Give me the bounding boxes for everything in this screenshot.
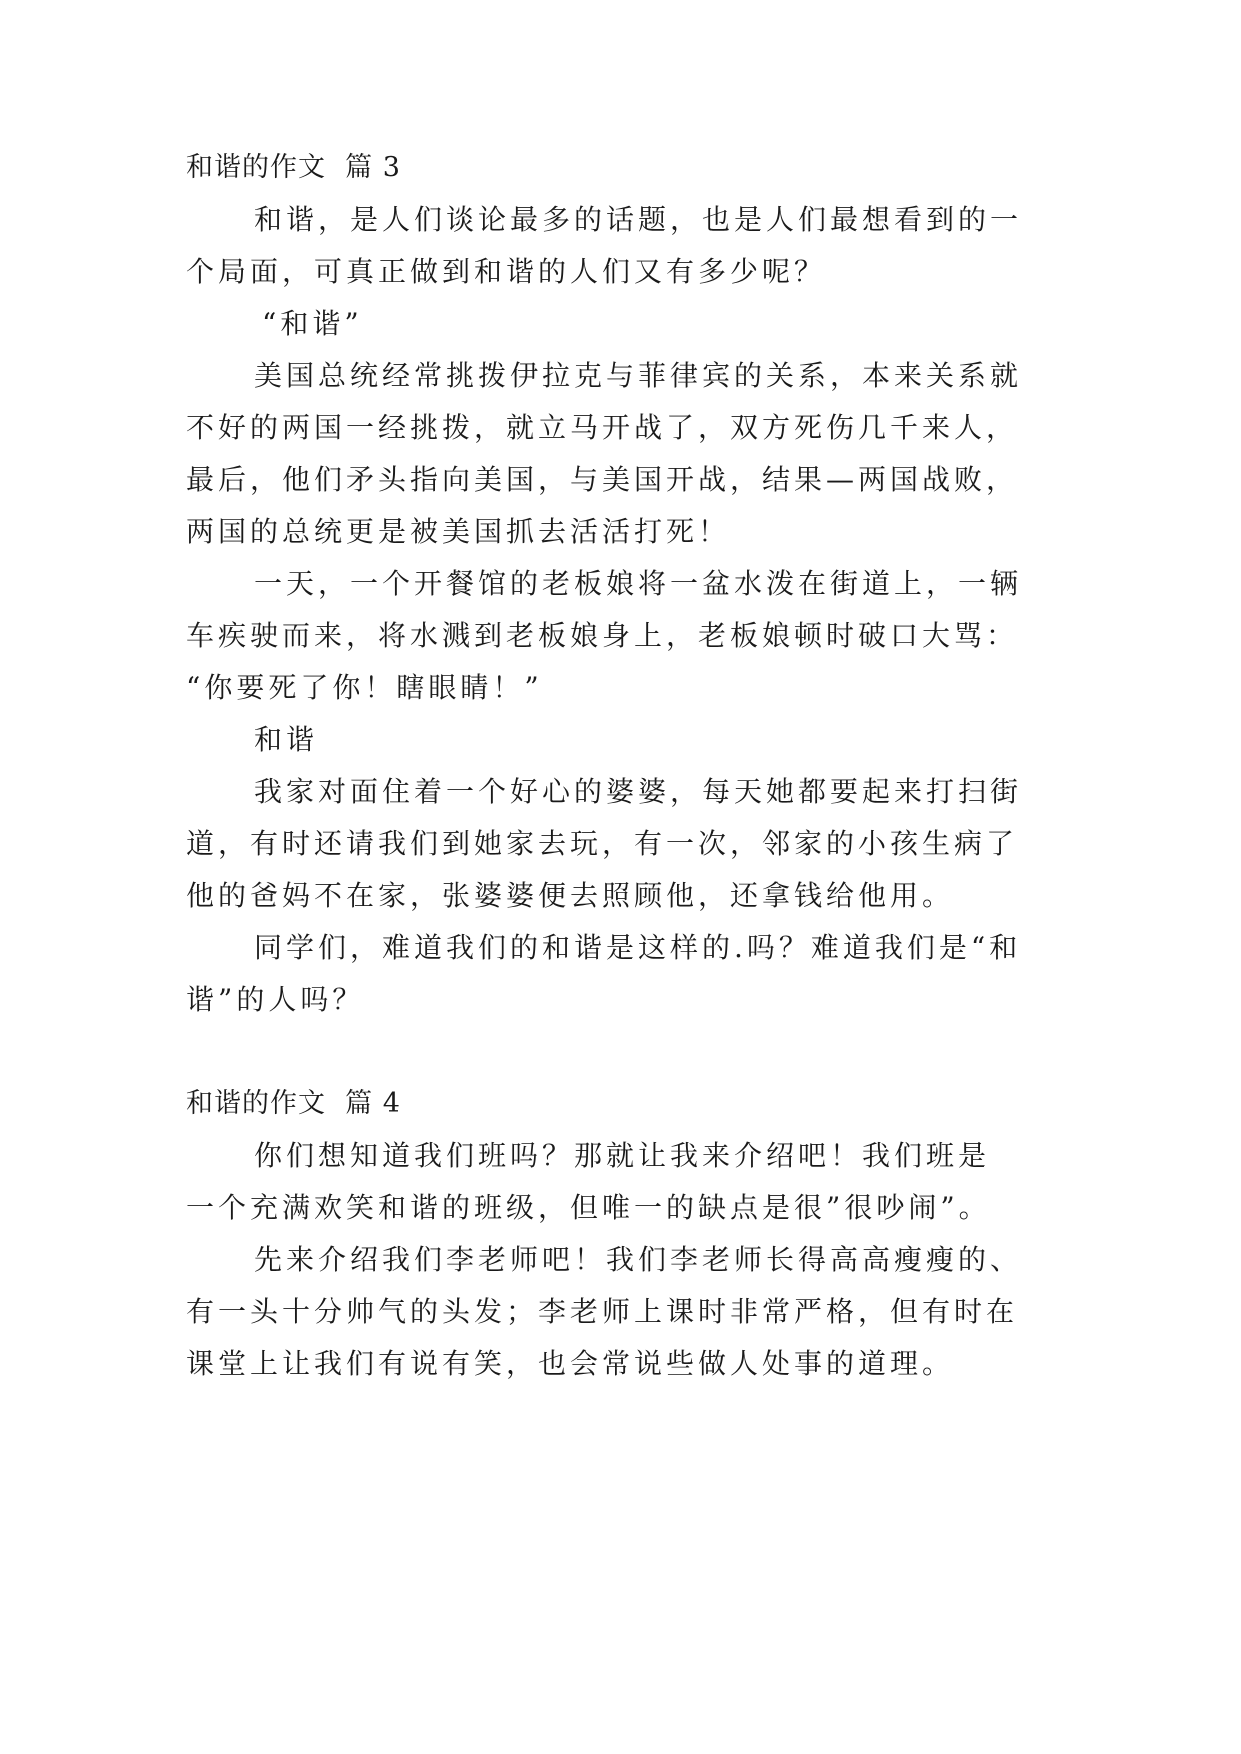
section-3-p6-line2: 道，有时还请我们到她家去玩，有一次，邻家的小孩生病了 (186, 827, 1019, 860)
section-3-p1-line2: 个局面，可真正做到和谐的人们又有多少呢？ (186, 255, 827, 288)
section-4-p2-line3: 课堂上让我们有说有笑，也会常说些做人处事的道理。 (186, 1347, 955, 1380)
section-3-p7-line2: 谐”的人吗？ (186, 983, 365, 1016)
section-3-p3-line4: 两国的总统更是被美国抓去活活打死！ (186, 515, 731, 548)
section-3-p2-line1: “和谐” (262, 307, 363, 340)
section-3-p4-line3: “你要死了你！瞎眼睛！” (186, 671, 543, 704)
section-3-p6-line3: 他的爸妈不在家，张婆婆便去照顾他，还拿钱给他用。 (186, 879, 955, 912)
section-3-p4-line1: 一天，一个开餐馆的老板娘将一盆水泼在街道上，一辆 (254, 567, 1023, 600)
section-3-p3-line1: 美国总统经常挑拨伊拉克与菲律宾的关系，本来关系就 (254, 359, 1023, 392)
section-3-p1-line1: 和谐，是人们谈论最多的话题，也是人们最想看到的一 (254, 203, 1023, 236)
section-3-p4-line2: 车疾驶而来，将水溅到老板娘身上，老板娘顿时破口大骂： (186, 619, 1019, 652)
section-4-p1-line1: 你们想知道我们班吗？那就让我来介绍吧！我们班是 (254, 1139, 991, 1172)
section-4-p2-line2: 有一头十分帅气的头发；李老师上课时非常严格，但有时在 (186, 1295, 1019, 1328)
section-3-p3-line2: 不好的两国一经挑拨，就立马开战了，双方死伤几千来人， (186, 411, 1019, 444)
section-3-p7-line1: 同学们，难道我们的和谐是这样的.吗？难道我们是“和 (254, 931, 1022, 964)
section-3-p3-line3: 最后，他们矛头指向美国，与美国开战，结果—两国战败， (186, 463, 1019, 496)
section-3-p6-line1: 我家对面住着一个好心的婆婆，每天她都要起来打扫街 (254, 775, 1023, 808)
section-4-title: 和谐的作文 篇 4 (186, 1088, 401, 1119)
section-3-title: 和谐的作文 篇 3 (186, 152, 401, 183)
section-3-p5-line1: 和谐 (254, 723, 319, 756)
section-4-p2-line1: 先来介绍我们李老师吧！我们李老师长得高高瘦瘦的、 (254, 1243, 1023, 1276)
section-4-p1-line2: 一个充满欢笑和谐的班级，但唯一的缺点是很”很吵闹”。 (186, 1191, 991, 1224)
